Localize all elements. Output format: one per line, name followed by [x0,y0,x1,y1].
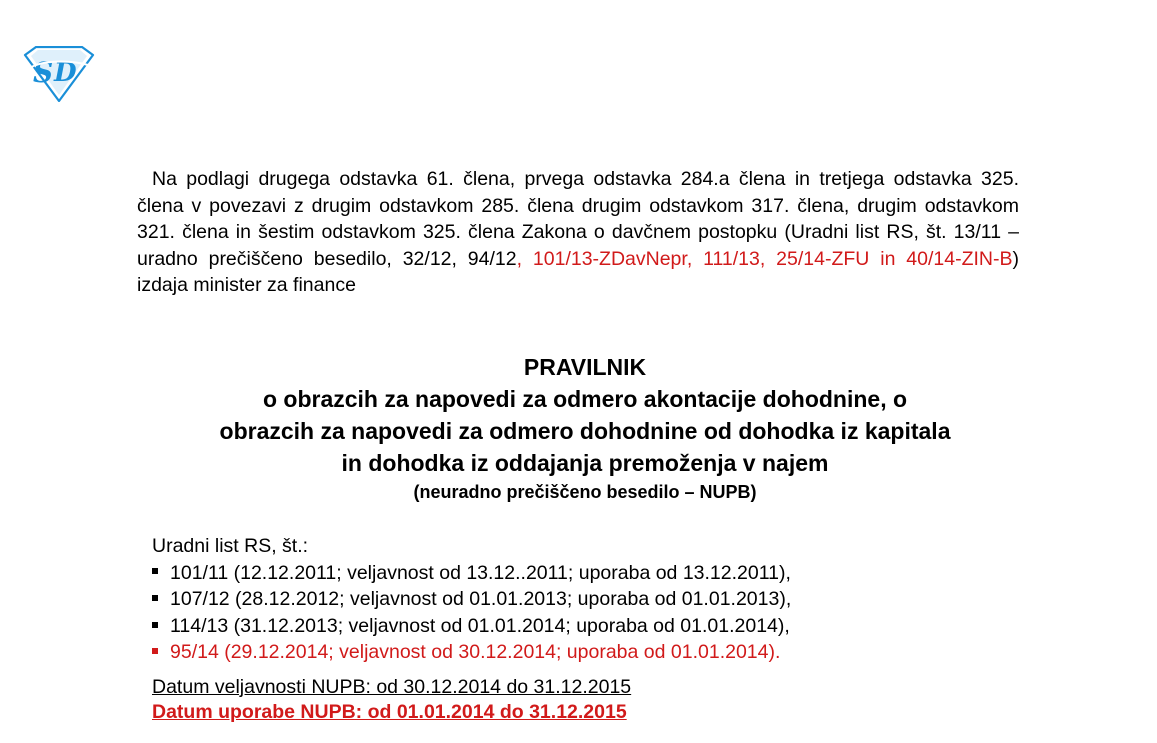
preamble-text: Na podlagi drugega odstavka 61. člena, prvega odstavka 284.a člena in tretjega odstavka 325. člena v povezavi z drugim odstavkom 285. člena drugim odstavkom 317. člena, drugim odstavkom 321. člena in šestim odstavkom 325. člena Zakona o davčnem postopku (Uradni list RS, št. 13/11 – uradno prečiščeno besedilo, 32/12, 94/12 [137,168,1019,270]
validity-date: Datum veljavnosti NUPB: od 30.12.2014 do 31.12.2015 [152,676,632,698]
gazette-list [152,533,1012,666]
gazette-item [152,560,1012,587]
title-line-2: obrazcih za napovedi za odmero dohodnine od dohodka iz kapitala [219,418,951,444]
document-title-block [100,352,1070,505]
bullet-icon [152,568,158,574]
sd-logo-icon [22,46,96,102]
svg-text:S: S [33,56,54,89]
preamble-text-end: ) izdaja minister za finance [137,247,1019,297]
gazette-item [152,613,1012,640]
svg-text:D: D [54,58,77,88]
validity-block [152,675,631,725]
document-title: PRAVILNIK [523,354,647,380]
title-line-3: in dohodka iz oddajanja premoženja v najem [341,450,829,476]
preamble-amendments: , 101/13-ZDavNepr, 111/13, 25/14-ZFU in 40/14-ZIN-B [516,247,1013,270]
gazette-item-text: 95/14 (29.12.2014; veljavnost od 30.12.2014; uporaba od 01.01.2014). [170,641,781,664]
title-line-1: o obrazcih za napovedi za odmero akontacije dohodnine, o [262,386,908,412]
gazette-item-text: 114/13 (31.12.2013; veljavnost od 01.01.2014; uporaba od 01.01.2014), [170,614,790,637]
bullet-icon [152,622,158,628]
preamble-paragraph [137,166,1019,299]
gazette-label: Uradni list RS, št.: [152,535,309,557]
application-date: Datum uporabe NUPB: od 01.01.2014 do 31.12.2015 [152,701,627,723]
gazette-item-text: 107/12 (28.12.2012; veljavnost od 01.01.2013; uporaba od 01.01.2013), [170,588,792,611]
document-subtitle: (neuradno prečiščeno besedilo – NUPB) [413,482,757,502]
sd-logo [22,46,96,102]
gazette-items [152,560,1012,666]
bullet-icon [152,648,158,654]
bullet-icon [152,595,158,601]
gazette-item-text: 101/11 (12.12.2011; veljavnost od 13.12..2011; uporaba od 13.12.2011), [170,561,791,584]
gazette-item-latest [152,639,1012,666]
gazette-item [152,586,1012,613]
